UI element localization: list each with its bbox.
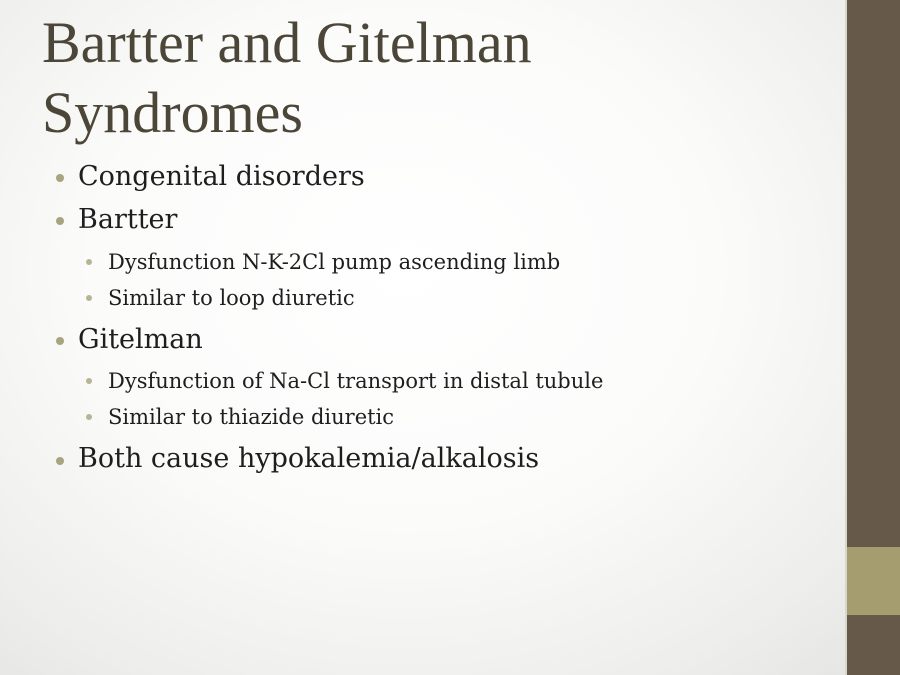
sub-bullet-marker (86, 378, 92, 384)
slide-title-line-1: Bartter and Gitelman (42, 10, 532, 75)
sub-bullet-item: Similar to thiazide diuretic (108, 405, 395, 429)
bullet-item: Gitelman (78, 324, 203, 355)
bullet-item: Both cause hypokalemia/alkalosis (78, 443, 540, 474)
bullet-marker (56, 337, 64, 345)
sub-bullet-marker (86, 259, 92, 265)
slide-title-line-2: Syndromes (42, 80, 303, 145)
sub-bullet-marker (86, 414, 92, 420)
bullet-item: Bartter (78, 204, 178, 235)
side-bar-accent (847, 547, 900, 615)
sub-bullet-item: Similar to loop diuretic (108, 286, 355, 310)
bullet-marker (56, 457, 64, 465)
sub-bullet-item: Dysfunction of Na-Cl transport in distal tubule (108, 369, 604, 393)
sub-bullet-marker (86, 295, 92, 301)
bullet-marker (56, 174, 64, 182)
bullet-item: Congenital disorders (78, 161, 365, 192)
bullet-marker (56, 217, 64, 225)
sub-bullet-item: Dysfunction N-K-2Cl pump ascending limb (108, 250, 561, 274)
